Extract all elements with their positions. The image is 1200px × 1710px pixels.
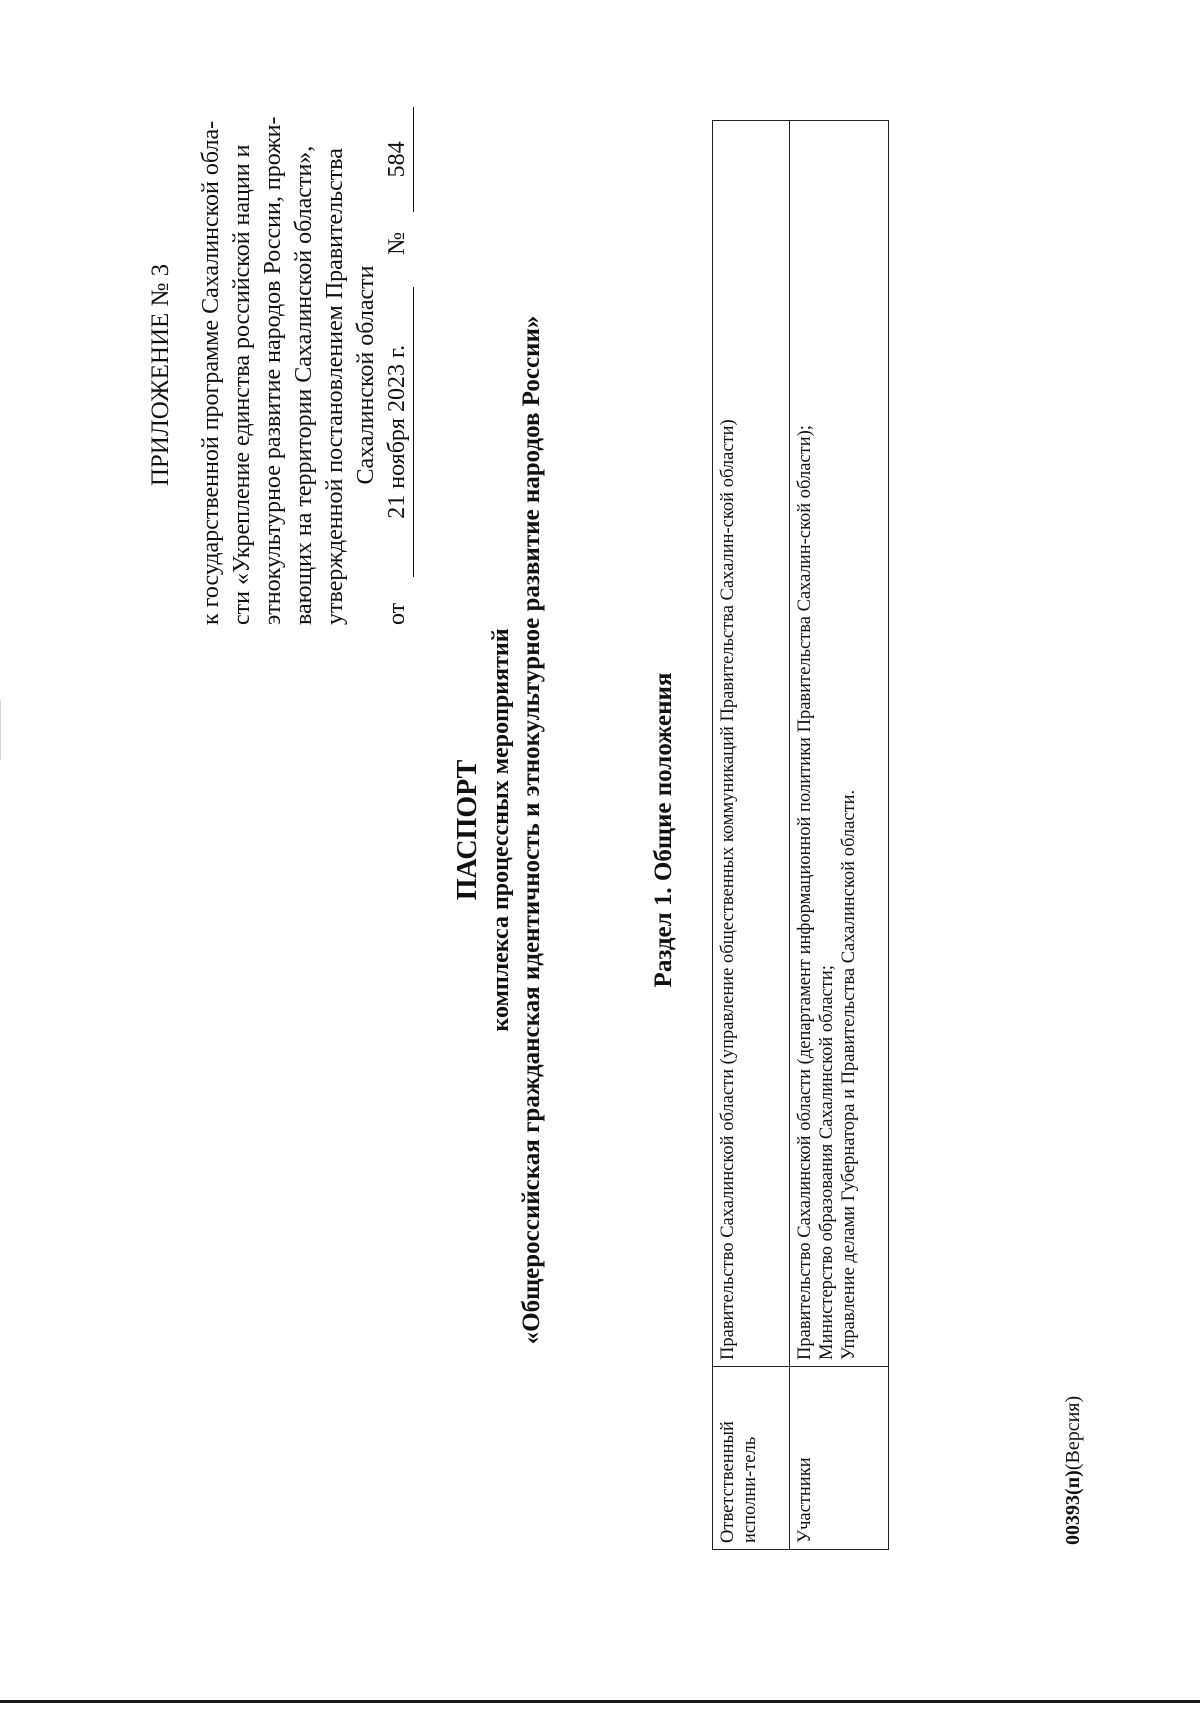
row-value-participants	[790, 121, 889, 1367]
value-line: Правительство Сахалинской области (управление общественных коммуникаций Правительства Сахалин-ской области)	[718, 419, 738, 1360]
row-value-responsible	[713, 121, 790, 1367]
appendix-title: ПРИЛОЖЕНИЕ № 3	[147, 263, 174, 487]
row-label-responsible: Ответственный исполни-тель	[713, 1367, 790, 1550]
from-label: от	[384, 602, 410, 625]
section-title: Раздел 1. Общие положения	[650, 672, 677, 988]
scan-artifact	[0, 700, 1, 760]
general-provisions-table	[712, 120, 889, 1550]
table-row	[713, 121, 790, 1550]
scan-edge-line	[0, 1700, 1200, 1703]
passport-subtitle: комплекса процессных мероприятий	[488, 628, 514, 1032]
row-label-participants: Участники	[790, 1367, 889, 1550]
document-code-version: (Версия)	[1062, 1395, 1084, 1471]
value-line: Министерство образования Сахалинской области;	[817, 965, 837, 1360]
appendix-line: утвержденной постановлением Правительства	[322, 148, 348, 625]
appendix-line: Сахалинской области	[353, 265, 379, 485]
appendix-line: вающих на территории Сахалинской области»,	[291, 145, 317, 625]
number-label: №	[384, 231, 410, 255]
document-code	[1062, 1396, 1085, 1545]
decree-date: 21 ноября 2023 г.	[382, 287, 414, 577]
value-line: Управление делами Губернатора и Правительства Сахалинской области.	[839, 789, 859, 1360]
appendix-block	[145, 116, 414, 625]
appendix-line: к государственной программе Сахалинской обла-	[198, 120, 224, 625]
passport-program-name: «Общероссийская гражданская идентичность и этнокультурное развитие народов России»	[518, 315, 545, 1345]
document-code-number: 00393(п)	[1062, 1470, 1084, 1545]
decree-number: 584	[382, 107, 414, 212]
table-row	[790, 121, 889, 1550]
appendix-line: этнокультурное развитие народов России, прожи-	[260, 116, 286, 625]
passport-heading	[450, 130, 548, 1530]
passport-title: ПАСПОРТ	[452, 759, 483, 901]
appendix-line: сти «Укрепление единства российской нации и	[229, 144, 255, 625]
appendix-date-line	[382, 125, 414, 625]
value-line: Правительство Сахалинской области (департамент информационной политики Правительства Сахалин-ской области);	[795, 425, 815, 1360]
